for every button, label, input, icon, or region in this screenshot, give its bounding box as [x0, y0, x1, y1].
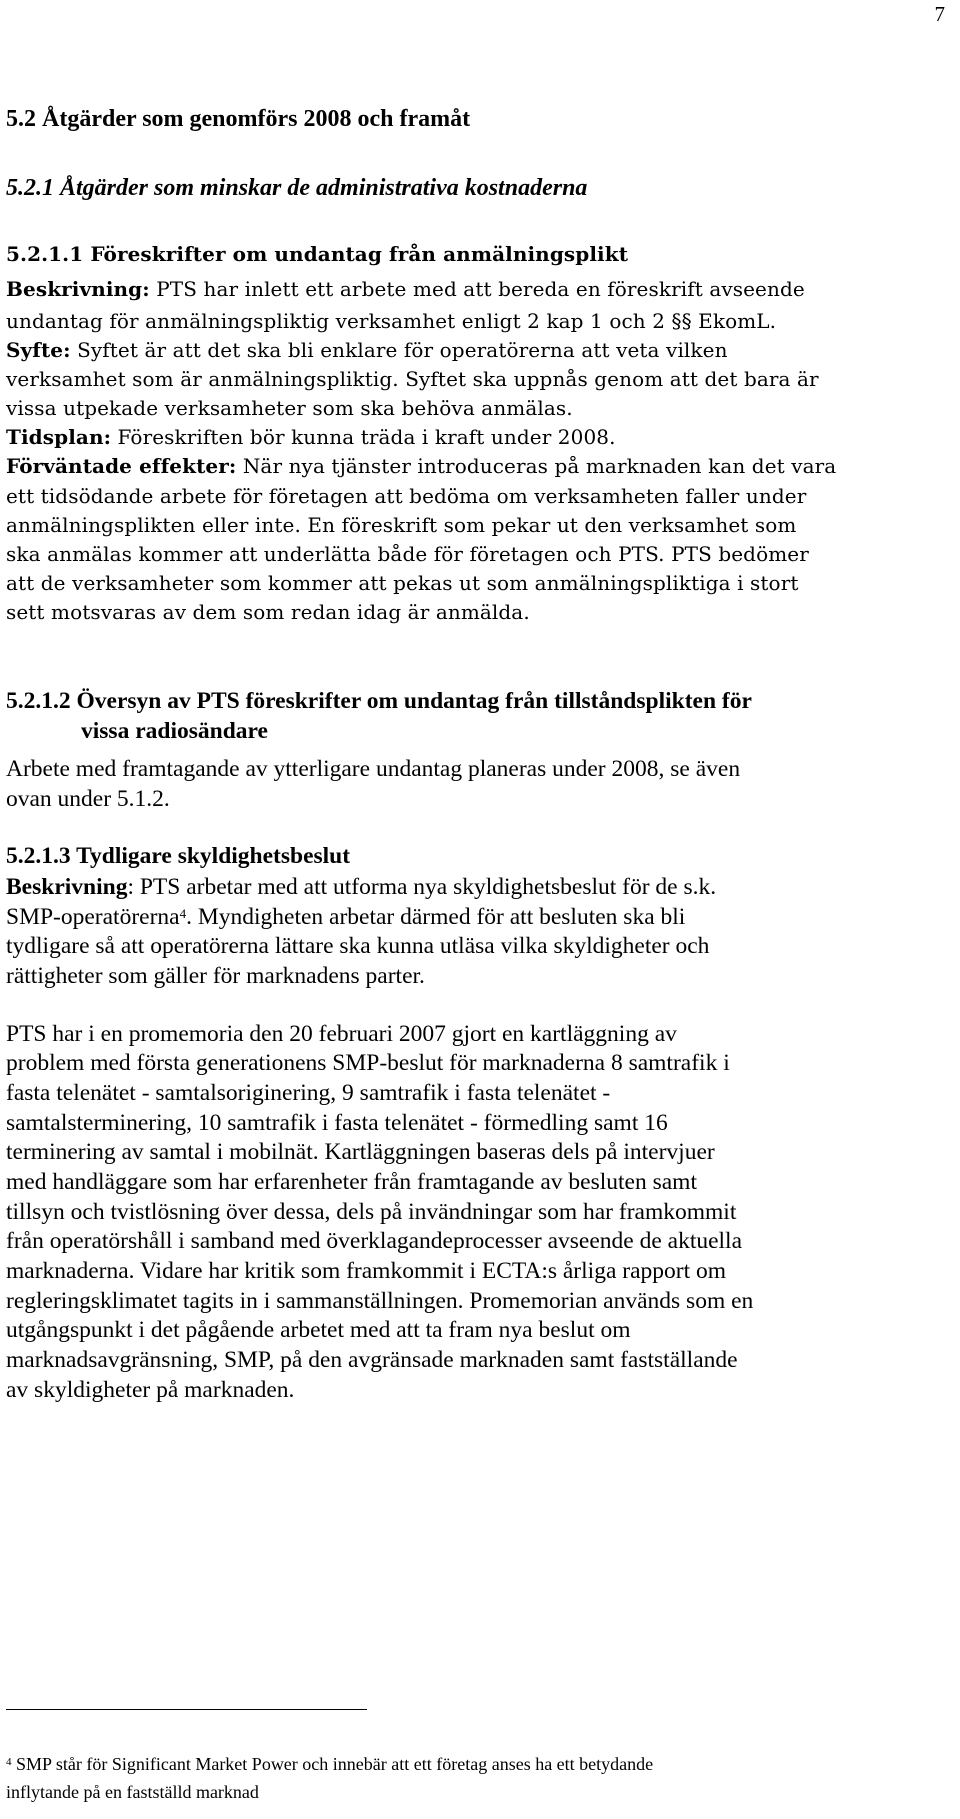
footnote-separator: [6, 1709, 367, 1710]
footnote-line: [6, 1755, 653, 1773]
text-line: ett tidsödande arbete för företagen att bedöma om verksamheten faller under: [6, 484, 807, 508]
section-heading-5-2-1: 5.2.1 Åtgärder som minskar de administrativa kostnaderna: [6, 175, 588, 201]
text-span: . Myndigheten arbetar därmed för att besluten ska bli: [186, 904, 686, 930]
text-line: att de verksamheter som kommer att pekas ut som anmälningspliktiga i stort: [6, 571, 799, 595]
label-tidsplan: Tidsplan:: [6, 425, 112, 449]
text-line: [6, 906, 685, 930]
subsection-heading-5-2-1-2-cont: vissa radiosändare: [81, 718, 268, 744]
subsection-heading-5-2-1-2: 5.2.1.2 Översyn av PTS föreskrifter om undantag från tillståndsplikten för: [6, 688, 752, 714]
paragraph-line: samtalsterminering, 10 samtrafik i fasta telenätet - förmedling samt 16: [6, 1110, 668, 1136]
text-line: rättigheter som gäller för marknadens parter.: [6, 963, 425, 989]
subsection-heading-5-2-1-1: 5.2.1.1 Föreskrifter om undantag från anmälningsplikt: [6, 242, 629, 266]
paragraph-line: terminering av samtal i mobilnät. Kartläggningen baseras dels på intervjuer: [6, 1139, 715, 1165]
text-line: [6, 876, 716, 900]
footnote-line: inflytande på en fastställd marknad: [6, 1782, 259, 1802]
text-span: : PTS arbetar med att utforma nya skyldighetsbeslut för de s.k.: [127, 874, 717, 900]
text-span: När nya tjänster introduceras på marknaden kan det vara: [236, 454, 837, 478]
page-number: 7: [934, 2, 945, 26]
text-line: undantag för anmälningspliktig verksamhet enligt 2 kap 1 och 2 §§ EkomL.: [6, 309, 777, 333]
text-line: [6, 427, 616, 447]
paragraph-line: av skyldigheter på marknaden.: [6, 1377, 295, 1403]
paragraph-line: med handläggare som har erfarenheter från framtagande av besluten samt: [6, 1169, 697, 1195]
paragraph-line: PTS har i en promemoria den 20 februari 2007 gjort en kartläggning av: [6, 1021, 677, 1047]
text-line: verksamhet som är anmälningspliktig. Syftet ska uppnås genom att det bara är: [6, 367, 819, 391]
label-forvantade-effekter: Förväntade effekter:: [6, 454, 237, 478]
label-beskrivning: Beskrivning:: [6, 277, 150, 301]
label-syfte: Syfte:: [6, 338, 71, 362]
text-line: [6, 340, 728, 360]
text-line: vissa utpekade verksamheter som ska behöva anmälas.: [6, 396, 573, 420]
paragraph-line: utgångspunkt i det pågående arbetet med att ta fram nya beslut om: [6, 1317, 631, 1343]
paragraph-line: marknadsavgränsning, SMP, på den avgränsade marknaden samt fastställande: [6, 1347, 738, 1373]
footnote-reference: 4: [179, 906, 187, 921]
section-heading-5-2: 5.2 Åtgärder som genomförs 2008 och framåt: [6, 106, 471, 132]
text-line: [6, 456, 836, 476]
footnote-mark: 4: [6, 1756, 12, 1768]
paragraph-line: tillsyn och tvistlösning över dessa, dels på invändningar som har framkommit: [6, 1199, 737, 1225]
text-line: ovan under 5.1.2.: [6, 786, 170, 812]
paragraph-line: regleringsklimatet tagits in i sammanställningen. Promemorian används som en: [6, 1288, 754, 1314]
text-line: tydligare så att operatörerna lättare ska kunna utläsa vilka skyldigheter och: [6, 933, 710, 959]
text-span: Syftet är att det ska bli enklare för operatörerna att veta vilken: [70, 338, 728, 362]
text-line: [6, 279, 805, 299]
text-span: Föreskriften bör kunna träda i kraft under 2008.: [111, 425, 616, 449]
text-span: SMP står för Significant Market Power och innebär att ett företag anses ha ett betydande: [11, 1754, 654, 1774]
text-line: Arbete med framtagande av ytterligare undantag planeras under 2008, se även: [6, 756, 741, 782]
text-span: PTS har inlett ett arbete med att bereda en föreskrift avseende: [149, 277, 805, 301]
text-line: anmälningsplikten eller inte. En föreskrift som pekar ut den verksamhet som: [6, 513, 797, 537]
subsection-heading-5-2-1-3: 5.2.1.3 Tydligare skyldighetsbeslut: [6, 843, 351, 869]
paragraph-line: fasta telenätet - samtalsoriginering, 9 samtrafik i fasta telenätet -: [6, 1080, 611, 1106]
paragraph-line: från operatörshåll i samband med överklagandeprocesser avseende de aktuella: [6, 1228, 743, 1254]
text-span: SMP-operatörerna: [6, 904, 180, 930]
text-line: sett motsvaras av dem som redan idag är anmälda.: [6, 600, 530, 624]
text-line: ska anmälas kommer att underlätta både för företagen och PTS. PTS bedömer: [6, 542, 809, 566]
label-beskrivning: Beskrivning: [6, 874, 128, 900]
paragraph-line: marknaderna. Vidare har kritik som framkommit i ECTA:s årliga rapport om: [6, 1258, 727, 1284]
paragraph-line: problem med första generationens SMP-beslut för marknaderna 8 samtrafik i: [6, 1050, 730, 1076]
